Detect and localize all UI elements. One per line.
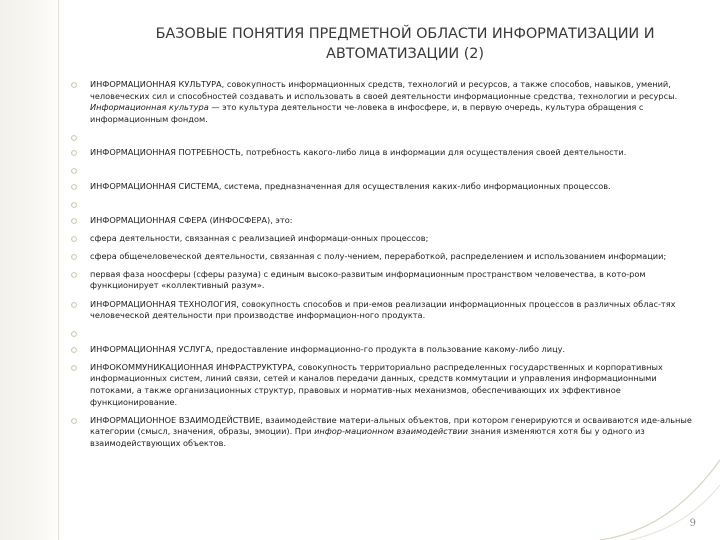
bullet-marker-icon (71, 254, 77, 260)
bullet-marker-icon (71, 218, 77, 224)
interaction-italic-term: инфор-мационном взаимодействии (314, 426, 468, 437)
slide-title: БАЗОВЫЕ ПОНЯТИЯ ПРЕДМЕТНОЙ ОБЛАСТИ ИНФОРМАТИЗАЦИИ И АВТОМАТИЗАЦИИ (2) (155, 26, 655, 62)
bullet-marker-icon (71, 150, 77, 156)
page-number: 9 (689, 518, 696, 529)
culture-text: ИНФОРМАЦИОННАЯ КУЛЬТУРА, совокупность информационных средств, технологий и ресурсов, а также способов, навыков, умений, человеческих сил и способностей создавать и использовать в своей деятельности информационные средства, технологии и ресурсы. (90, 79, 678, 101)
list-item-infocommunication-infrastructure (70, 362, 700, 408)
bullet-marker-icon (71, 236, 77, 242)
culture-text-end: — это культура деятельности че-ловека в инфосфере, и, в первую очередь, культура обращения с информационным фондом. (90, 102, 644, 124)
list-item-information-system (70, 181, 700, 193)
list-item-empty (70, 328, 700, 339)
list-item-empty (70, 165, 700, 176)
sphere-text: ИНФОРМАЦИОННАЯ СФЕРА (ИНФОСФЕРА), это: (90, 214, 293, 225)
bullet-marker-icon (71, 347, 77, 353)
bullet-marker-icon (71, 202, 77, 208)
list-item-empty (70, 132, 700, 143)
bullet-marker-icon (71, 331, 77, 337)
culture-italic-term: Информационная культура (90, 102, 209, 113)
interaction-text: ИНФОРМАЦИОННОЕ ВЗАИМОДЕЙСТВИЕ, взаимодействие матери-альных объектов, при котором генерируются и осваиваются иде-альные категории (смысл, значения, образы, эмоции). При (90, 414, 692, 437)
list-item-sphere-human-activity (70, 251, 700, 263)
list-item-sphere-activity (70, 233, 700, 245)
bullet-marker-icon (71, 272, 77, 278)
bullet-marker-icon (71, 302, 77, 308)
bullet-marker-icon (71, 365, 77, 371)
bullet-marker-icon (71, 184, 77, 190)
definition-list (70, 79, 700, 456)
bullet-marker-icon (71, 82, 77, 88)
bullet-marker-icon (71, 418, 77, 424)
bullet-marker-icon (71, 168, 77, 174)
system-text: ИНФОРМАЦИОННАЯ СИСТЕМА, система, предназначенная для осуществления каких-либо информационных процессов. (90, 180, 611, 191)
list-item-information-service (70, 344, 700, 356)
list-item-information-sphere (70, 215, 700, 227)
technology-text: ИНФОРМАЦИОННАЯ ТЕХНОЛОГИЯ, совокупность способов и при-емов реализации информационных процессов в различных облас-тях человеческой деятельности при производстве информацион-ного продукта. (90, 298, 676, 321)
list-item-empty (70, 199, 700, 210)
list-item-information-culture (70, 79, 700, 125)
corner-curve-decoration (600, 450, 720, 540)
interaction-text-end: знания изменяются хотя бы у одного из взаимодействующих объектов. (90, 426, 645, 448)
list-item-noosphere (70, 269, 700, 292)
list-item-information-technology (70, 299, 700, 322)
left-divider-line (58, 0, 59, 540)
left-decorative-band (0, 0, 62, 540)
sphere-b-text: сфера общечеловеческой деятельности, связанная с полу-чением, переработкой, распределением и использованием информации; (90, 250, 667, 261)
infrastructure-text: ИНФОКОММУНИКАЦИОННАЯ ИНФРАСТРУКТУРА, совокупность территориально распределенных государственных и корпоративных информационных систем, линий связи, сетей и каналов передачи данных, средств коммутации и управления информационными потоками, а также организационных структур, правовых и норматив-ных механизмов, обеспечивающих их эффективное функционирование. (90, 361, 663, 407)
service-text: ИНФОРМАЦИОННАЯ УСЛУГА, предоставление информационно-го продукта в пользование какому-либо лицу. (90, 343, 566, 354)
bullet-marker-icon (71, 135, 77, 141)
need-text: ИНФОРМАЦИОННАЯ ПОТРЕБНОСТЬ, потребность какого-либо лица в информации для осуществления своей деятельности. (90, 147, 627, 158)
list-item-information-need (70, 147, 700, 159)
sphere-a-text: сфера деятельности, связанная с реализацией информаци-онных процессов; (90, 232, 429, 243)
sphere-c-text: первая фаза ноосферы (сферы разума) с единым высоко-развитым информационным пространством человечества, в кото-ром функционирует «коллективный разум». (90, 268, 646, 291)
list-item-information-interaction (70, 415, 700, 450)
